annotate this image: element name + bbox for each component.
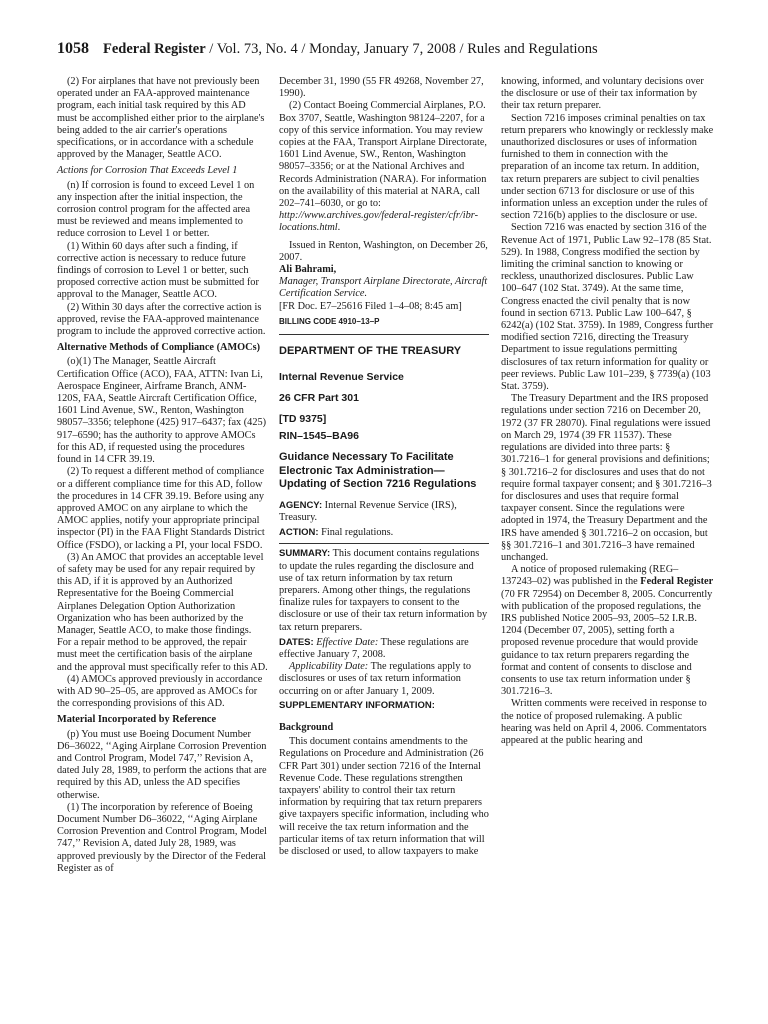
applicability-text: The regulations apply to disclosures or uses of tax return information occurring on or after January 1, 2009. bbox=[279, 661, 471, 697]
agency-label: AGENCY: bbox=[279, 499, 323, 511]
fr-doc-line: [FR Doc. E7–25616 Filed 1–4–08; 8:45 am] bbox=[279, 300, 462, 312]
summary-text: This document contains regulations to update the rules regarding the disclosure and use of tax return information by tax return preparers. Among other things, the regulations finalize rules for taxpayers to consent to the disclosure or use of their tax return information by tax return preparers. bbox=[279, 548, 488, 633]
page-number: 1058 bbox=[57, 40, 89, 57]
paragraph: (3) An AMOC that provides an acceptable level of safety may be used for any repair required by this AD, if it is approved by an Authorized Representative for the Boeing Commercial Airplanes Delegation Option Authorization Organization who has been authorized by the Manager, Seattle ACO, to make those findings. For a repair method to be approved, the repair must meet the certification basis of the airplane and the approval must specifically refer to this AD. bbox=[57, 551, 268, 673]
agency-text: Internal Revenue Service (IRS), Treasury. bbox=[279, 499, 457, 523]
paragraph-text: . bbox=[337, 222, 341, 234]
paragraph-text: A notice of proposed rulemaking (REG–137243–02) was published in the bbox=[501, 564, 679, 588]
paragraph-text: (70 FR 72954) on December 8, 2005. Concurrently with publication of the proposed regulations, the IRS published Notice 2005–93, 2005–52 I.R.B. 1204 (December 07, 2005), setting forth a proposed revenue procedure that would provide guidance to tax return preparers regarding the format and content of consents to disclose and consents to use tax return information under § 301.7216–3. bbox=[501, 588, 713, 698]
paragraph: (1) Within 60 days after such a finding, if corrective action is necessary to reduce future findings of corrosion to Level 1 or better, such proposed corrective action must be submitted for approval to the Manager, Seattle ACO. bbox=[57, 240, 259, 301]
cfr-part: 26 CFR Part 301 bbox=[279, 392, 359, 405]
column-left bbox=[57, 76, 268, 875]
section-heading: Material Incorporated by Reference bbox=[57, 714, 217, 726]
section-divider bbox=[279, 334, 489, 335]
dates-label: DATES: bbox=[279, 636, 314, 648]
paragraph: Section 7216 imposes criminal penalties on tax return preparers who knowingly or recklessly make unauthorized disclosures or uses of information furnished to them in connection with the preparation of an income tax return. In addition, tax return preparers are subject to civil penalties under section 6713 for disclosure or use of this information unless an exception under the rules of section 7216(b) applies to the disclosure or use. bbox=[501, 112, 714, 222]
paragraph: Section 7216 was enacted by section 316 of the Revenue Act of 1971, Public Law 92–178 (85 Stat. 529). In 1988, Congress modified the section by limiting the criminal sanction to knowing or reckless, unauthorized disclosures. Public Law 100–647 (102 Stat. 3749). At the same time, Congress enacted the civil penalty that is now found in section 6713. Public Law 100–647, § 6242(a) (102 Stat. 3759). In 1989, Congress further modified section 7216, directing the Treasury Department to issue regulations permitting disclosures of tax return information for quality or peer reviews. Public Law 101–239, § 7739(a) (103 Stat. 3759). bbox=[501, 222, 714, 393]
column-right bbox=[501, 76, 714, 747]
issued-statement: Issued in Renton, Washington, on December 26, 2007. bbox=[279, 239, 488, 263]
paragraph: The Treasury Department and the IRS proposed regulations under section 7216 on December 20, 1972 (37 FR 28070). Final regulations were issued on March 29, 1974 (39 FR 11537). These regulations are divided into three parts: § 301.7216–1 for general provisions and definitions; § 301.7216–2 for disclosures and uses that do not require formal taxpayer consent; and § 301.7216–3 for disclosures and uses that require formal taxpayer consent. Since the regulations were adopted in 1974, the Treasury Department and the IRS have amended § 301.7216–2 on occasion, but §§ 301.7216–1 and 301.7216–3 have remained unchanged. bbox=[501, 393, 712, 563]
billing-code: BILLING CODE 4910–13–P bbox=[279, 316, 380, 326]
paragraph: This document contains amendments to the Regulations on Procedure and Administration (26 CFR Part 301) under section 7216 of the Internal Revenue Code. These regulations strengthen taxpayers' ability to control their tax return information by requiring that tax return preparers give taxpayers specific information, including who will receive the tax return information and the particular items of tax return information that will be disclosed or used, to allow taxpayers to make bbox=[279, 736, 489, 858]
paragraph: (2) For airplanes that have not previously been operated under an FAA-approved maintenance program, each initial task required by this AD must be accomplished either prior to the airplane's being added to the air carrier's operations specifications, or in accordance with a schedule approved by the Manager, Seattle ACO. bbox=[57, 76, 265, 161]
effective-date-label: Effective Date: bbox=[313, 636, 379, 648]
signer-name: Ali Bahrami, bbox=[279, 264, 337, 276]
effective-date-text: These regulations are effective January 7, 2008. bbox=[279, 636, 469, 660]
supplementary-label: SUPPLEMENTARY INFORMATION: bbox=[279, 699, 435, 711]
publication-name: Federal Register bbox=[103, 41, 206, 57]
issue-info: / Vol. 73, No. 4 / Monday, January 7, 2008 / Rules and Regulations bbox=[205, 41, 598, 57]
agency-heading: Internal Revenue Service bbox=[279, 371, 404, 384]
agency-line bbox=[279, 500, 489, 524]
paragraph: (n) If corrosion is found to exceed Level 1 on any inspection after the initial inspection, the corrosion control program for the affected area must be reviewed and means implemented to reduce corrosion to Level 1 or better. bbox=[57, 179, 255, 240]
action-label: ACTION: bbox=[279, 527, 319, 539]
document-title: Guidance Necessary To Facilitate Electronic Tax Administration—Updating of Section 7216 Regulations bbox=[279, 451, 477, 491]
column-middle bbox=[279, 76, 489, 858]
dates bbox=[279, 637, 489, 661]
paragraph: (o)(1) The Manager, Seattle Aircraft Certification Office (ACO), FAA, ATTN: Ivan Li, Aerospace Engineer, Airframe Branch, ANM-120S, FAA, Seattle Aircraft Certification Office, 1601 Lind Avenue, SW., Renton, Washington 98057–3356; telephone (425) 917–6437; fax (425) 917–6590; has the authority to approve AMOCs for this AD, if requested using the procedures found in 14 CFR 39.19. bbox=[57, 356, 267, 466]
applicability-label: Applicability Date: bbox=[289, 661, 369, 673]
applicability bbox=[279, 661, 489, 698]
paragraph bbox=[279, 100, 489, 234]
summary bbox=[279, 548, 489, 633]
department-heading: DEPARTMENT OF THE TREASURY bbox=[279, 345, 462, 358]
action-text: Final regulations. bbox=[318, 527, 394, 539]
section-heading: Alternative Methods of Compliance (AMOCs) bbox=[57, 342, 261, 354]
section-heading: Actions for Corrosion That Exceeds Level 1 bbox=[57, 165, 238, 177]
nara-link[interactable]: http://www.archives.gov/federal-register/cfr/ibr-locations.html bbox=[279, 210, 479, 234]
paragraph: (4) AMOCs approved previously in accordance with AD 90–25–05, are approved as AMOCs for the corresponding provisions of this AD. bbox=[57, 673, 263, 710]
rin-number: RIN–1545–BA96 bbox=[279, 430, 359, 443]
paragraph: (2) Within 30 days after the corrective action is approved, revise the FAA-approved maintenance program to include the approved corrective action. bbox=[57, 301, 266, 338]
page-header bbox=[57, 40, 722, 58]
action-line bbox=[279, 527, 489, 539]
paragraph-text: (2) Contact Boeing Commercial Airplanes, P.O. Box 3707, Seattle, Washington 98124–2207, for a copy of this service information. You may review copies at the FAA, Transport Airplane Directorate, 1601 Lind Avenue, SW., Renton, Washington 98057–3356; or at the National Archives and Records Administration (NARA). For information on the availability of this material at NARA, call 202–741–6030, or go to: bbox=[279, 100, 487, 210]
paragraph: Written comments were received in response to the notice of proposed rulemaking. A public hearing was held on April 4, 2006. Commentators appeared at the public hearing and bbox=[501, 698, 707, 746]
summary-label: SUMMARY: bbox=[279, 548, 331, 560]
paragraph: (2) To request a different method of compliance or a different compliance time for this AD, follow the procedures in 14 CFR 39.19. Before using any approved AMOC on any airplane to which the AMOC applies, notify your appropriate principal inspector (PI) in the FAA Flight Standards District Office (FSDO), or lacking a PI, your local FSDO. bbox=[57, 466, 265, 551]
background-heading: Background bbox=[279, 722, 334, 734]
paragraph: (p) You must use Boeing Document Number D6–36022, ‘‘Aging Airplane Corrosion Prevention and Control Program, Model 747,’’ Revision A, dated July 28, 1989, to perform the actions that are required by this AD, unless the AD specifies otherwise. bbox=[57, 728, 267, 801]
federal-register-ref: Federal Register bbox=[640, 576, 714, 588]
paragraph: (1) The incorporation by reference of Boeing Document Number D6–36022, ‘‘Aging Airplane Corrosion Prevention and Control Program, Model 747,’’ Revision A, dated July 28, 1989, was approved previously by the Director of the Federal Register as of bbox=[57, 801, 267, 874]
section-divider bbox=[279, 543, 489, 544]
paragraph: knowing, informed, and voluntary decisions over the disclosure or use of their tax information by their tax return preparer. bbox=[501, 76, 704, 112]
signer-title: Manager, Transport Airplane Directorate, Aircraft Certification Service. bbox=[279, 276, 488, 300]
paragraph: December 31, 1990 (55 FR 49268, November 27, 1990). bbox=[279, 76, 484, 100]
paragraph bbox=[501, 564, 714, 698]
td-number: [TD 9375] bbox=[279, 413, 327, 426]
